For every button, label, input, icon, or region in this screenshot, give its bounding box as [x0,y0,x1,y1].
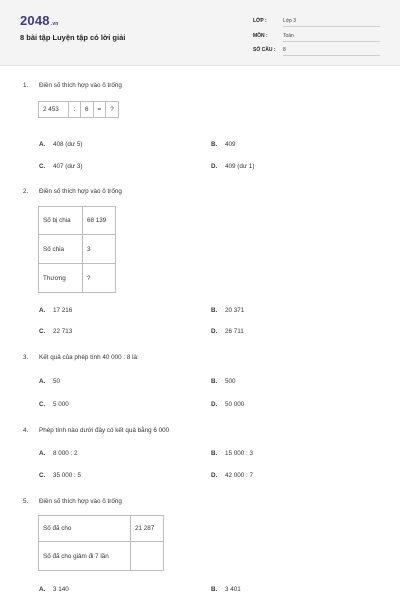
meta-subject-label: MÔN : [253,33,268,39]
meta-class-value: Lớp 3 [283,18,380,27]
question-text: Kết quả của phép tính 40 000 : 8 là: [39,354,139,361]
table-cell: ? [83,264,116,293]
table-cell: 3 [83,235,116,264]
meta-subject-value: Toán [283,33,380,42]
question-2 [23,188,122,195]
option-b[interactable]: B. 409 [211,141,236,148]
option-a[interactable]: A. 3 140 [39,586,69,593]
question-4 [23,427,169,434]
question-number: 1. [23,82,29,89]
question-text: Điền số thích hợp vào ô trống [39,498,122,505]
table-cell: Số chia [39,235,83,264]
table-cell: 68 139 [83,207,116,235]
document-header [0,0,400,66]
question-text: Điền số thích hợp vào ô trống [39,82,122,89]
table-cell: Số đã cho [39,516,131,542]
question-5 [23,498,122,505]
meta-class-label: LỚP : [253,18,267,24]
option-b[interactable]: B. 20 371 [211,307,245,314]
table-cell: 2 453 [39,102,69,118]
table-cell: = [93,102,106,118]
option-a[interactable]: A. 50 [39,378,61,385]
equation-table [38,101,119,118]
option-c[interactable]: C. 5 000 [39,401,69,408]
option-a[interactable]: A. 408 (dư 5) [39,141,83,148]
option-d[interactable]: D. 42 000 : 7 [211,472,254,479]
table-cell: Số bị chia [39,207,83,235]
site-logo[interactable] [20,13,59,28]
option-a[interactable]: A. 17 216 [39,307,73,314]
option-c[interactable]: C. 22 713 [39,328,73,335]
option-d[interactable]: D. 409 (dư 1) [211,163,255,170]
question-1 [23,82,122,89]
option-d[interactable]: D. 50 000 [211,401,245,408]
document-title: 8 bài tập Luyện tập có lời giải [20,33,126,42]
option-c[interactable]: C. 407 (dư 3) [39,163,83,170]
table-cell: Số đã cho giảm đi 7 lần [39,542,131,571]
table-cell: ? [106,102,119,118]
option-b[interactable]: B. 15 000 : 3 [211,450,254,457]
option-d[interactable]: D. 26 711 [211,328,244,335]
meta-class [253,18,380,30]
question-number: 5. [23,498,29,505]
question-text: Phép tính nào dưới đây có kết quả bằng 6 000 [39,427,170,434]
question-3 [23,354,139,361]
meta-count-value: 8 [283,47,380,56]
table-cell: : [69,102,81,118]
table-cell: Thương [39,264,83,293]
reduction-table [38,515,164,571]
question-number: 2. [23,188,29,195]
table-cell: 21 287 [131,516,164,542]
meta-subject [253,33,380,45]
table-cell: 6 [81,102,94,118]
option-b[interactable]: B. 500 [211,378,236,385]
meta-count-label: SỐ CÂU : [253,47,276,53]
table-cell [131,542,164,571]
question-number: 3. [23,354,29,361]
question-number: 4. [23,427,29,434]
question-text: Điền số thích hợp vào ô trống [39,188,122,195]
meta-count [253,47,380,59]
option-c[interactable]: C. 35 000 : 5 [39,472,82,479]
logo-suffix: .vn [50,21,59,27]
option-a[interactable]: A. 8 000 : 2 [39,450,78,457]
division-table [38,206,116,293]
option-b[interactable]: B. 3 401 [211,586,241,593]
logo-text: 2048 [20,13,50,28]
